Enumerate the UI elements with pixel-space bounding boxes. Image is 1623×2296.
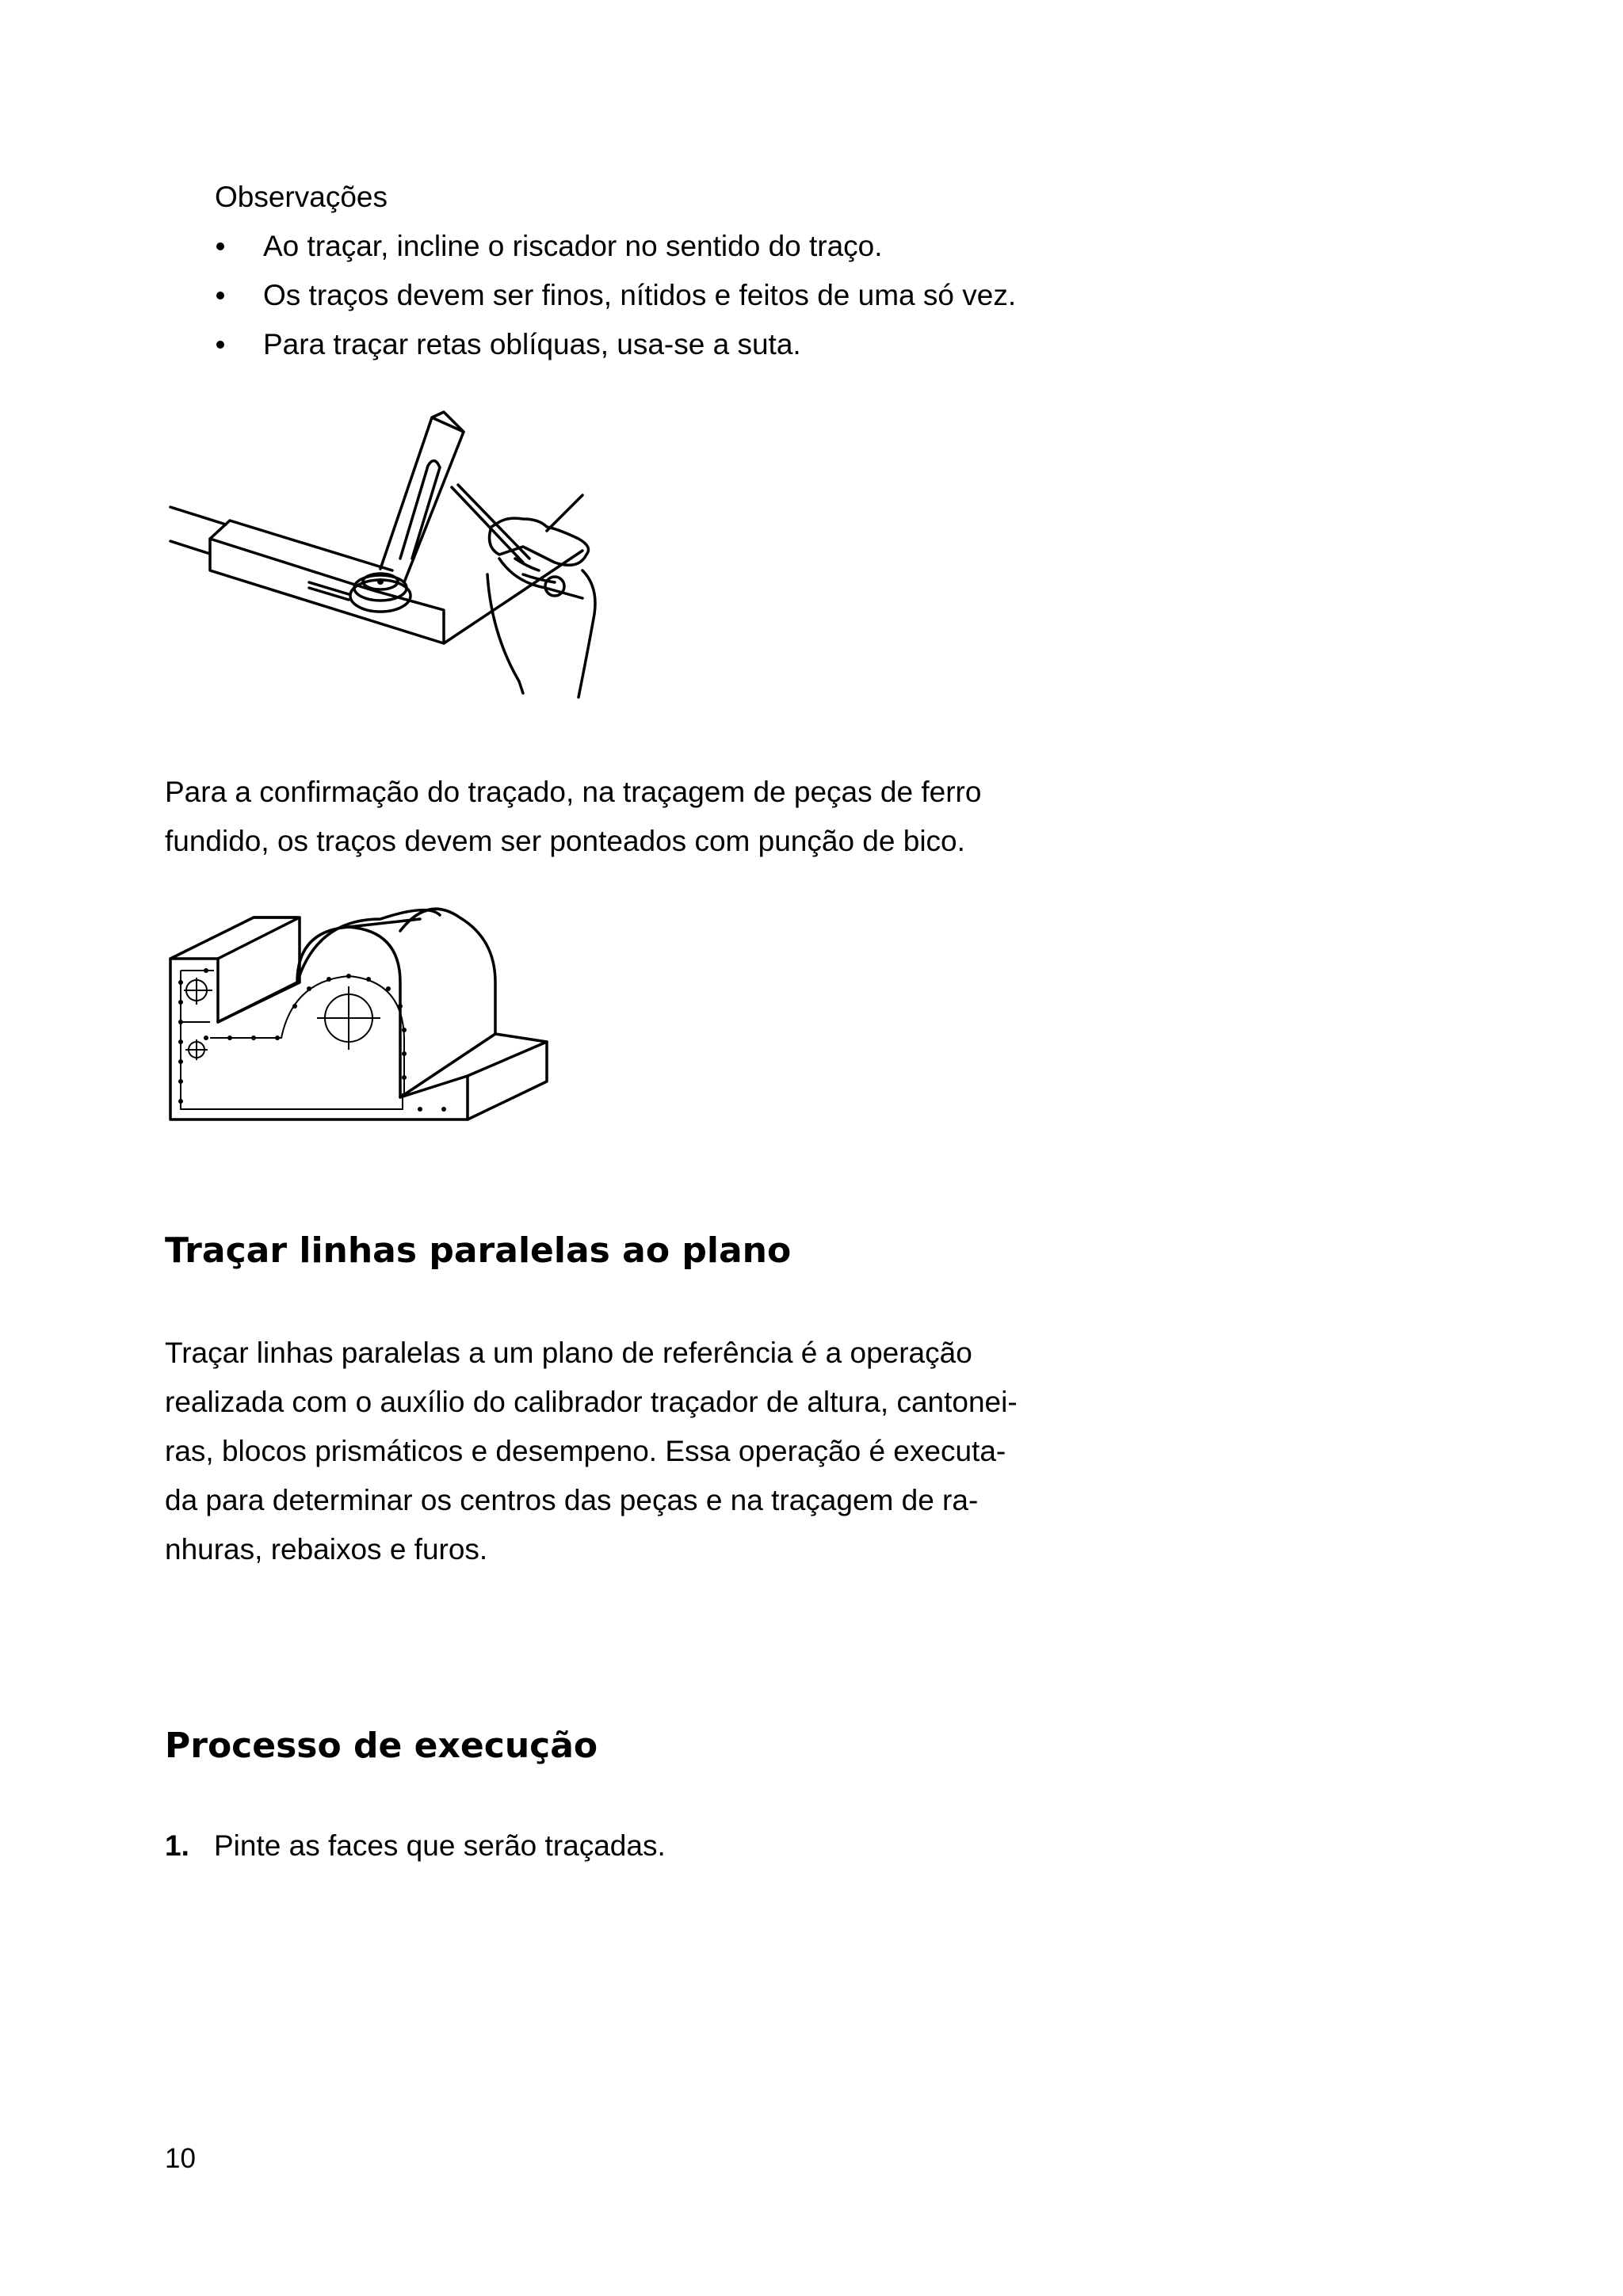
step-number: 1.: [165, 1829, 189, 1862]
paragraph-parallel: Traçar linhas paralelas a um plano de referência é a operação realizada com o auxílio do calibrador traçador de altura, cantonei- ras, blocos prismáticos e desempeno. Essa operação é executa- da para determinar os centros das peças e na traçagem de ra- nhuras, rebaixos e furos.: [165, 1337, 1018, 1566]
process-heading: Processo de execução: [165, 1726, 598, 1766]
step-item: [165, 1822, 666, 1870]
bullet-icon: [216, 341, 224, 349]
observations-title: Observações: [215, 181, 388, 213]
list-item: Os traços devem ser finos, nítidos e feitos de uma só vez.: [215, 271, 1016, 320]
list-item: Para traçar retas oblíquas, usa-se a suta.: [215, 320, 1016, 369]
list-item: Ao traçar, incline o riscador no sentido do traço.: [215, 222, 1016, 271]
step-text: Pinte as faces que serão traçadas.: [214, 1829, 666, 1862]
bullet-icon: [216, 242, 224, 250]
paragraph-confirmation: Para a confirmação do traçado, na traçagem de peças de ferro fundido, os traços devem ser ponteados com punção de bico.: [165, 776, 982, 857]
page-number: 10: [165, 2143, 196, 2174]
bullet-icon: [216, 292, 224, 299]
section-heading: Traçar linhas paralelas ao plano: [165, 1230, 792, 1271]
observations-list: [215, 222, 1016, 369]
